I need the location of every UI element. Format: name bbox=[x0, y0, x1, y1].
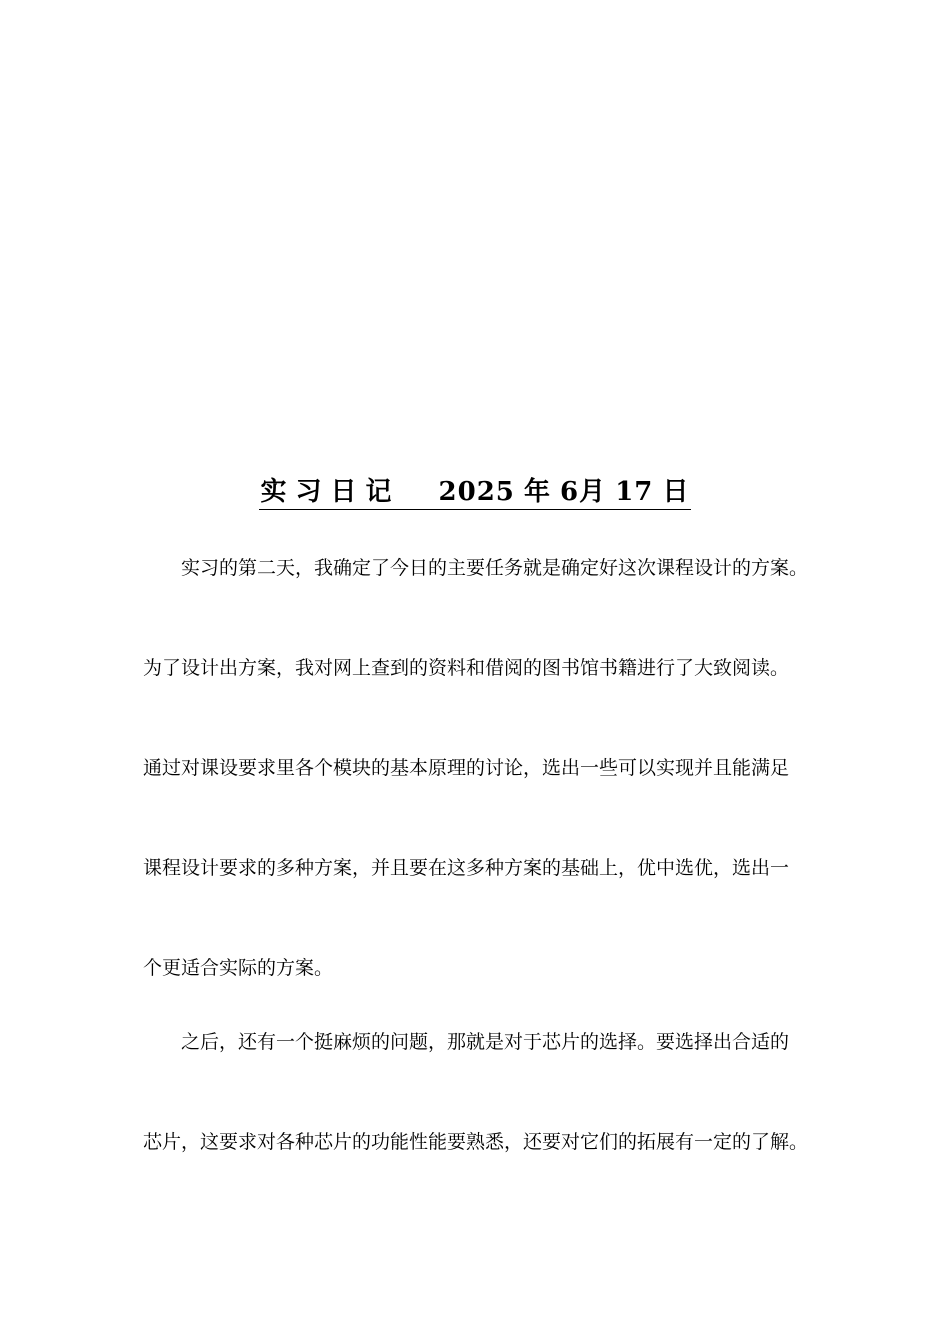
title-year-unit: 年 bbox=[523, 477, 551, 507]
title-day: 17 bbox=[615, 477, 654, 507]
paragraph-1-line-4: 课程设计要求的多种方案，并且要在这多种方案的基础上，优中选优，选出一 bbox=[143, 857, 790, 879]
paragraph-2-line-2: 芯片，这要求对各种芯片的功能性能要熟悉，还要对它们的拓展有一定的了解。 bbox=[143, 1131, 809, 1153]
diary-title bbox=[0, 474, 950, 510]
paragraph-1-line-3: 通过对课设要求里各个模块的基本原理的讨论，选出一些可以实现并且能满足 bbox=[143, 757, 790, 779]
paragraph-1-line-2: 为了设计出方案，我对网上查到的资料和借阅的图书馆书籍进行了大致阅读。 bbox=[143, 657, 790, 679]
paragraph-2-line-1: 之后，还有一个挺麻烦的问题，那就是对于芯片的选择。要选择出合适的 bbox=[181, 1031, 790, 1053]
paragraph-1-line-1: 实习的第二天，我确定了今日的主要任务就是确定好这次课程设计的方案。 bbox=[181, 557, 809, 579]
paragraph-1-line-5: 个更适合实际的方案。 bbox=[143, 957, 334, 979]
title-label: 实习日记 bbox=[260, 477, 401, 507]
title-day-unit: 日 bbox=[662, 477, 690, 507]
title-month: 6 bbox=[560, 477, 580, 507]
diary-title-underlined bbox=[259, 475, 692, 510]
title-year: 2025 bbox=[438, 477, 515, 507]
title-month-unit: 月 bbox=[579, 477, 607, 507]
